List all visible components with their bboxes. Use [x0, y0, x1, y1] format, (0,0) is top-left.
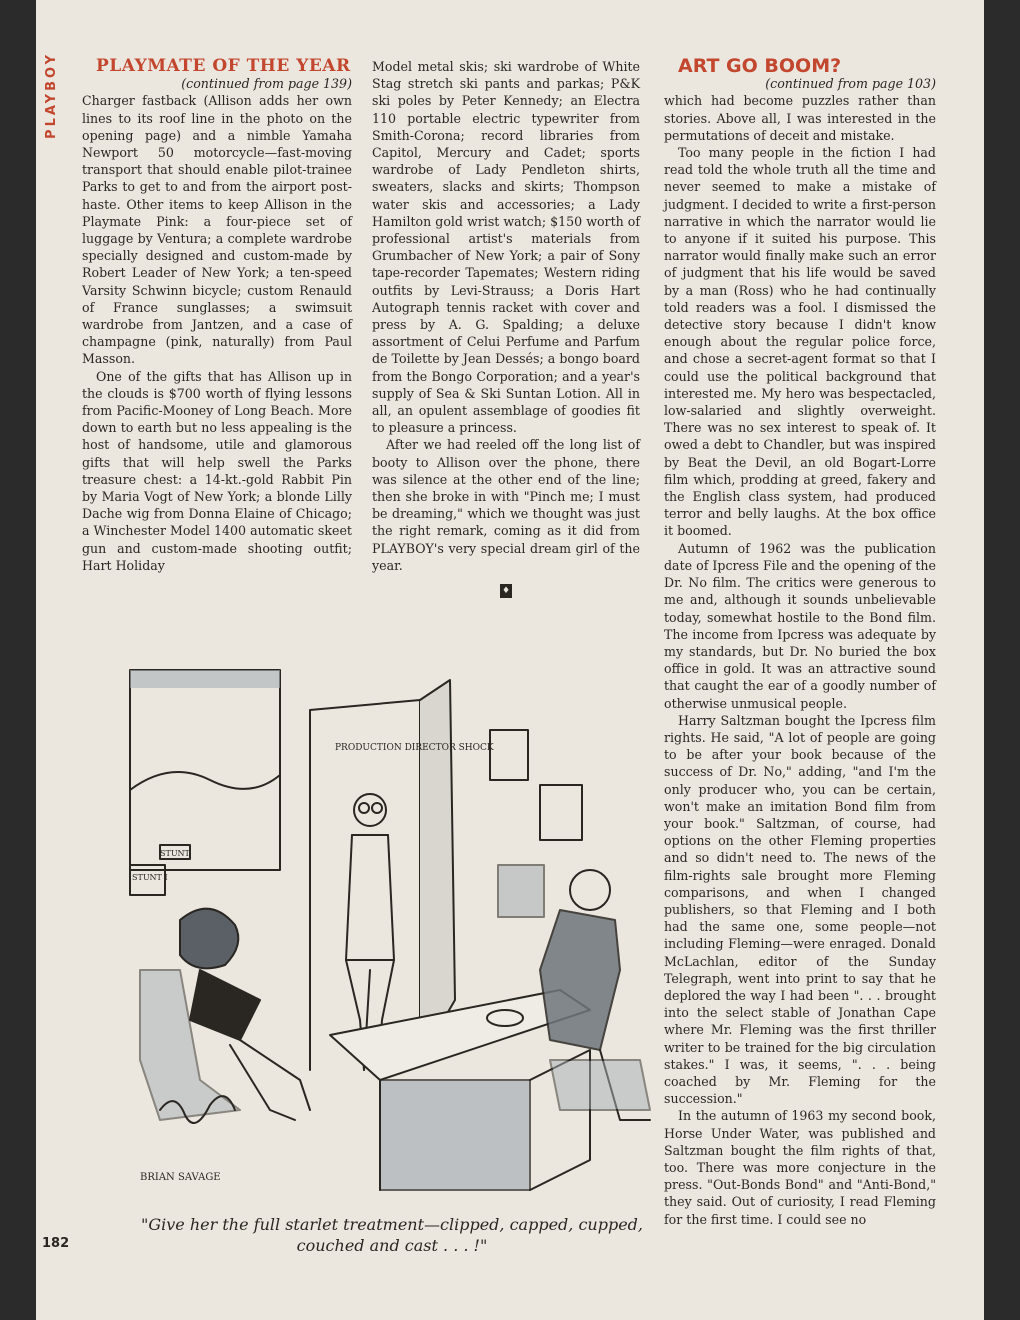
- continued-note-1: (continued from page 139): [181, 76, 352, 92]
- cartoon-illustration: [120, 640, 660, 1196]
- column-3: [664, 55, 936, 1228]
- paragraph: After we had reeled off the long list of booty to Allison over the phone, there was silence at the other end of the line; then she broke in with "Pinch me; I must be dreaming," which we thought was just the right remark, coming as it did from PLAYBOY's very special dream girl of the year.: [372, 437, 640, 573]
- door-sign-text: PRODUCTION DIRECTOR SHOCK: [335, 743, 494, 753]
- paragraph: One of the gifts that has Allison up in the clouds is $700 worth of flying lessons from Pacific-Mooney of Long Beach. More down to earth but no less appealing is the host of handsome, utile and glamorous gifts that will help swell the Parks treasure chest: a 14-kt.-gold Rabbit Pin by Maria Vogt of New York; a blonde Lilly Dache wig from Donna Elaine of Chicago; a Winchester Model 1400 automatic skeet gun and custom-made shooting outfit; Hart Holiday: [82, 368, 352, 573]
- magazine-page: [36, 0, 984, 1320]
- cartoon-caption: "Give her the full starlet treatment—clipped, capped, cupped, couched and cast . . . !": [141, 1215, 643, 1255]
- article-heading-playmate: PLAYMATE OF THE YEAR: [96, 56, 351, 76]
- cartoonist-signature: BRIAN SAVAGE: [140, 1172, 221, 1183]
- paragraph: Harry Saltzman bought the Ipcress film rights. He said, "A lot of people are going to be after your book because of the success of Dr. No," adding, "and I'm the only producer who, you can be certain, won't make an imitation Bond film from your book." Saltzman, of course, had options on the other Fleming properties and so didn't need to. The news of the film-rights sale brought more Fleming comparisons, and when I changed publishers, so that Fleming and I both had the same one, some people—not including Fleming—were enraged. Donald McLachlan, editor of the Sunday Telegraph, went into print to say that he deplored the way I had been ". . . brought into the select stable of Jonathan Cape where Mr. Fleming was the first thriller writer to be trained for the big circulation stakes." I was, it seems, ". . . being coached by Mr. Fleming for the succession.": [664, 712, 936, 1107]
- paragraph: In the autumn of 1963 my second book, Horse Under Water, was published and Saltzman bought the film rights of that, too. There was more conjecture in the press. "Out-Bonds Bond" and "Anti-Bond," they said. Out of curiosity, I read Fleming for the first time. I could see no: [664, 1108, 936, 1227]
- column-1: [82, 58, 352, 574]
- paragraph: which had become puzzles rather than stories. Above all, I was interested in the permutations of deceit and mistake.: [664, 93, 936, 143]
- article-heading-art: ART GO BOOM?: [678, 55, 842, 77]
- paragraph: Too many people in the fiction I had read told the whole truth all the time and never seemed to make a mistake of judgment. I decided to write a first-person narrative in which the narrator would lie to anyone if it suited his purpose. This narrator would finally make such an error of judgment that his life would be saved by a man (Ross) who he had continually told readers was a fool. I dismissed the detective story because I didn't know enough about the regular police force, and chose a secret-agent format so that I could use the political background that interested me. My hero was bespectacled, low-salaried and slightly overweight. There was no sex interest to speak of. It owed a debt to Chandler, but was inspired by Beat the Devil, an old Bogart-Lorre film which, prodding at greed, fakery and the English class system, had produced terror and belly laughs. At the box office it boomed.: [664, 145, 936, 539]
- end-mark-icon: ♦: [501, 586, 511, 597]
- paragraph: Model metal skis; ski wardrobe of White Stag stretch ski pants and parkas; P&K ski poles by Peter Kennedy; an Electra 110 portable electric typewriter from Smith-Corona; record libraries from Capitol, Mercury and Cadet; sports wardrobe of Lady Pendleton shirts, sweaters, slacks and skirts; Thompson water skis and accessories; a Lady Hamilton gold wrist watch; $150 worth of professional artist's materials from Grumbacher of New York; a pair of Sony tape-recorder Tapemates; Western riding outfits by Levi-Strauss; a Doris Hart Autograph tennis racket with cover and press by A. G. Spalding; a deluxe assortment of Celui Perfume and Parfum de Toilette by Jean Dessés; a bongo board from the Bongo Corporation; and a year's supply of Sea & Ski Suntan Lotion. All in all, an opulent assemblage of goodies fit to pleasure a princess.: [372, 59, 640, 436]
- chair-label-2: STUNT I: [132, 873, 168, 882]
- paragraph: Autumn of 1962 was the publication date of Ipcress File and the opening of the Dr. No film. The critics were generous to me and, although it sounds unbelievable today, somewhat hostile to the Bond film. The income from Ipcress was adequate by my standards, but Dr. No buried the box office in gold. It was an attractive sound that caught the ear of a goodly number of otherwise unmusical people.: [664, 540, 936, 711]
- chair-label-1: STUNT: [160, 849, 190, 858]
- continued-note-3: (continued from page 103): [765, 76, 936, 92]
- magazine-side-label: PLAYBOY: [44, 52, 59, 139]
- column-2: [372, 58, 640, 598]
- page-number: 182: [42, 1236, 70, 1251]
- paragraph: Charger fastback (Allison adds her own lines to its roof line in the photo on the opening page) and a nimble Yamaha Newport 50 motorcycle—fast-moving transport that should enable pilot-trainee Parks to get to and from the airport post-haste. Other items to keep Allison in the Playmate Pink: a four-piece set of luggage by Ventura; a complete wardrobe specially designed and custom-made by Robert Leader of New York; a ten-speed Varsity Schwinn bicycle; custom Renauld of France sunglasses; a swimsuit wardrobe from Jantzen, and a case of champagne (pink, naturally) from Paul Masson.: [82, 93, 352, 367]
